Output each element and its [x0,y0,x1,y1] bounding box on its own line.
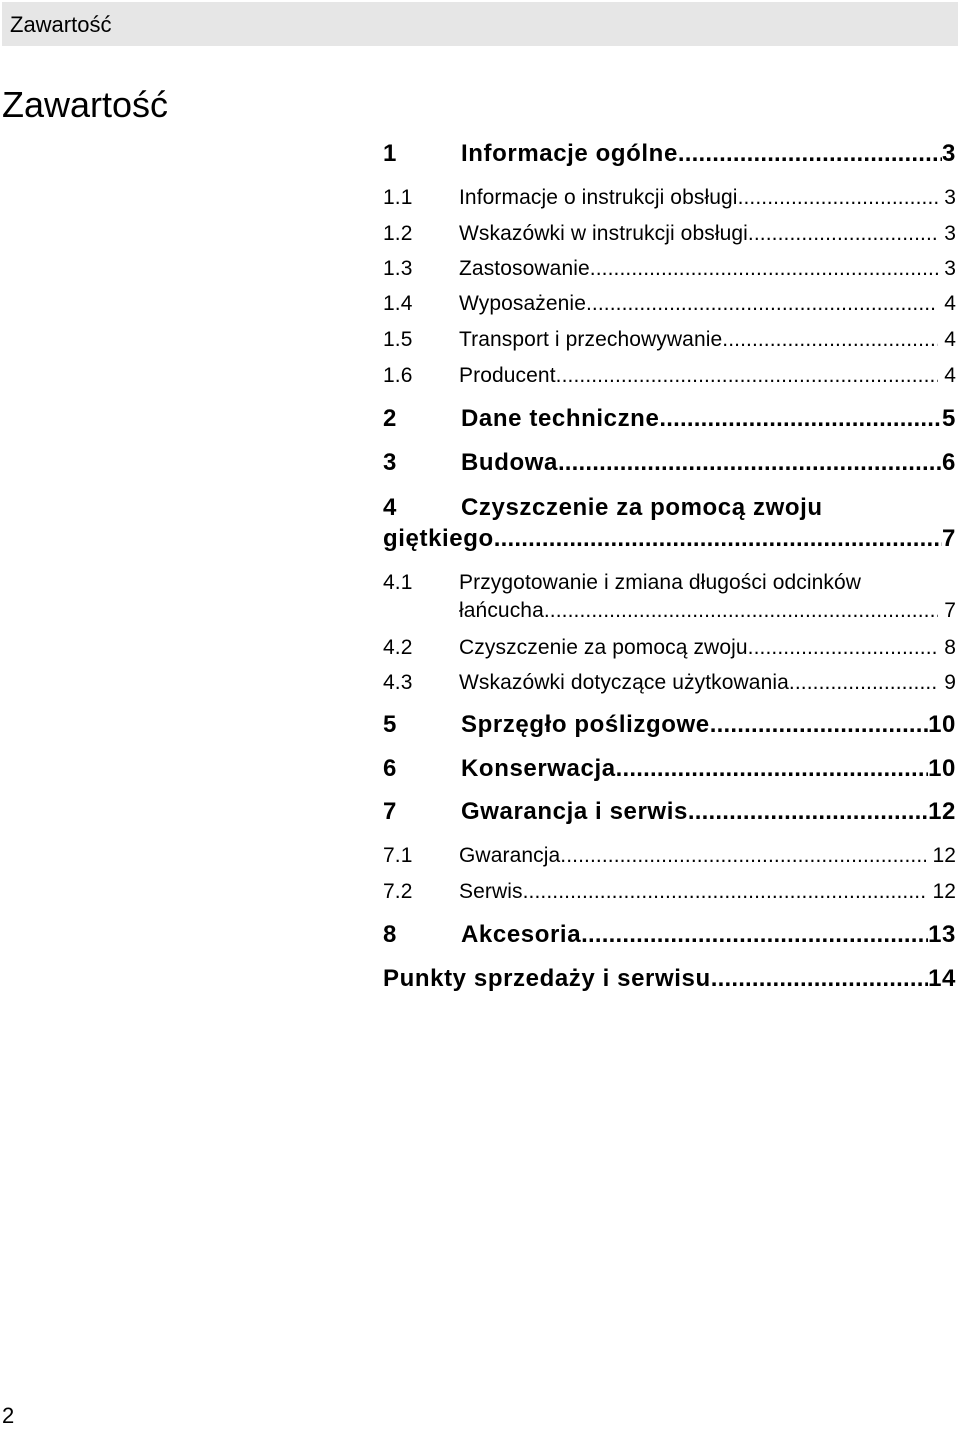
toc-entry-page: 8 [944,636,956,659]
toc-entry-page: 13 [928,921,956,948]
toc-dot-leader [748,635,939,661]
toc-dot-leader [738,185,939,211]
toc-dot-leader [711,965,928,993]
toc-entry-title: Konserwacja [461,755,616,782]
toc-entry-page: 4 [944,364,956,387]
toc-entry[interactable] [383,185,956,211]
toc-entry-title: Dane techniczne [461,405,660,432]
toc-dot-leader [678,140,942,168]
toc-entry-number: 8 [383,921,397,948]
toc-entry[interactable] [383,327,956,353]
toc-entry-title: Informacje o instrukcji obsługi [459,186,738,209]
running-header-label: Zawartość [10,12,112,37]
toc-entry-number: 1.3 [383,257,413,280]
toc-entry-number: 5 [383,711,397,738]
toc-entry-number: 2 [383,405,397,432]
toc-entry[interactable] [383,670,956,696]
toc-entry[interactable] [383,921,956,949]
toc-dot-leader [659,405,942,433]
toc-entry-title: Wyposażenie [459,292,586,315]
toc-entry-title-continued: giętkiego [383,525,494,552]
toc-entry-title-continued: łańcucha [459,599,544,622]
toc-entry-title: Serwis [459,880,523,903]
toc-entry-number: 4 [383,494,397,521]
toc-entry-page: 4 [944,328,956,351]
toc-entry-page: 3 [944,186,956,209]
toc-entry-page: 3 [944,222,956,245]
toc-entry-title: Gwarancja i serwis [461,798,688,825]
toc-entry-number: 7.1 [383,844,413,867]
toc-dot-leader [748,221,938,247]
toc-entry-title: Akcesoria [461,921,582,948]
toc-entry-title: Czyszczenie za pomocą zwoju [459,636,748,659]
toc-entry-page: 6 [942,449,956,476]
toc-entry-page: 10 [928,755,956,782]
toc-dot-leader [590,256,938,282]
toc-entry-page: 4 [944,292,956,315]
toc-entry-page: 10 [928,711,956,738]
toc-entry-number: 1.6 [383,364,413,387]
toc-entry[interactable] [383,755,956,783]
toc-entry[interactable] [383,879,956,905]
toc-entry-title: Producent [459,364,556,387]
toc-dot-leader [560,843,926,869]
toc-entry-title: Zastosowanie [459,257,590,280]
toc-entry[interactable] [383,291,956,317]
toc-entry-title: Wskazówki dotyczące użytkowania [459,671,789,694]
toc-entry[interactable] [383,570,956,624]
toc-entry[interactable] [383,494,956,553]
toc-entry[interactable] [383,363,956,389]
page-title: Zawartość [2,84,169,125]
toc-dot-leader [544,598,938,624]
toc-entry[interactable] [383,405,956,433]
toc-entry-number: 7 [383,798,397,825]
toc-entry-page: 12 [928,798,956,825]
page-number: 2 [2,1403,15,1428]
toc-entry-title: Gwarancja [459,844,561,867]
toc-entry-title: Informacje ogólne [461,140,678,167]
toc-entry-number: 1.1 [383,186,413,209]
toc-entry-number: 7.2 [383,880,413,903]
toc-entry[interactable] [383,449,956,477]
toc-dot-leader [556,363,939,389]
toc-entry-page: 7 [942,525,956,552]
toc-entry-title: Wskazówki w instrukcji obsługi [459,222,748,245]
toc-entry-page: 9 [944,671,956,694]
toc-dot-leader [789,670,938,696]
toc-entry-page: 12 [932,844,956,867]
toc-entry[interactable] [383,843,956,869]
toc-dot-leader [688,798,928,826]
toc-entry-number: 4.1 [383,571,413,594]
toc-entry-title: Transport i przechowywanie [459,328,723,351]
toc-entry-title: Punkty sprzedaży i serwisu [383,965,711,992]
toc-entry-title: Czyszczenie za pomocą zwoju [461,494,823,521]
toc-entry-title: Sprzęgło poślizgowe [461,711,710,738]
toc-dot-leader [494,525,942,553]
toc-entry[interactable] [383,711,956,739]
toc-entry-title: Budowa [461,449,558,476]
toc-entry-number: 1.4 [383,292,413,315]
toc-entry-number: 4.2 [383,636,413,659]
toc-entry-title: Przygotowanie i zmiana długości odcinków [459,571,862,594]
toc-dot-leader [558,449,942,477]
toc-entry[interactable] [383,965,956,993]
toc-entry-number: 6 [383,755,397,782]
toc-dot-leader [581,921,928,949]
toc-entry-page: 7 [944,599,956,622]
toc-dot-leader [523,879,927,905]
toc-entry-number: 1.2 [383,222,413,245]
toc-entry-number: 3 [383,449,397,476]
toc-entry-number: 1.5 [383,328,413,351]
toc-entry[interactable] [383,635,956,661]
toc-entry[interactable] [383,798,956,826]
toc-dot-leader [722,327,938,353]
toc-entry[interactable] [383,221,956,247]
toc-entry[interactable] [383,140,956,168]
toc-entry-page: 3 [942,140,956,167]
toc-dot-leader [586,291,938,317]
toc-entry-page: 14 [928,965,956,992]
toc-entry-page: 3 [944,257,956,280]
toc-entry-page: 12 [932,880,956,903]
toc-entry-page: 5 [942,405,956,432]
toc-entry-number: 1 [383,140,397,167]
toc-dot-leader [616,755,928,783]
toc-entry[interactable] [383,256,956,282]
toc-entry-number: 4.3 [383,671,413,694]
toc-dot-leader [710,711,928,739]
running-header [2,2,958,46]
